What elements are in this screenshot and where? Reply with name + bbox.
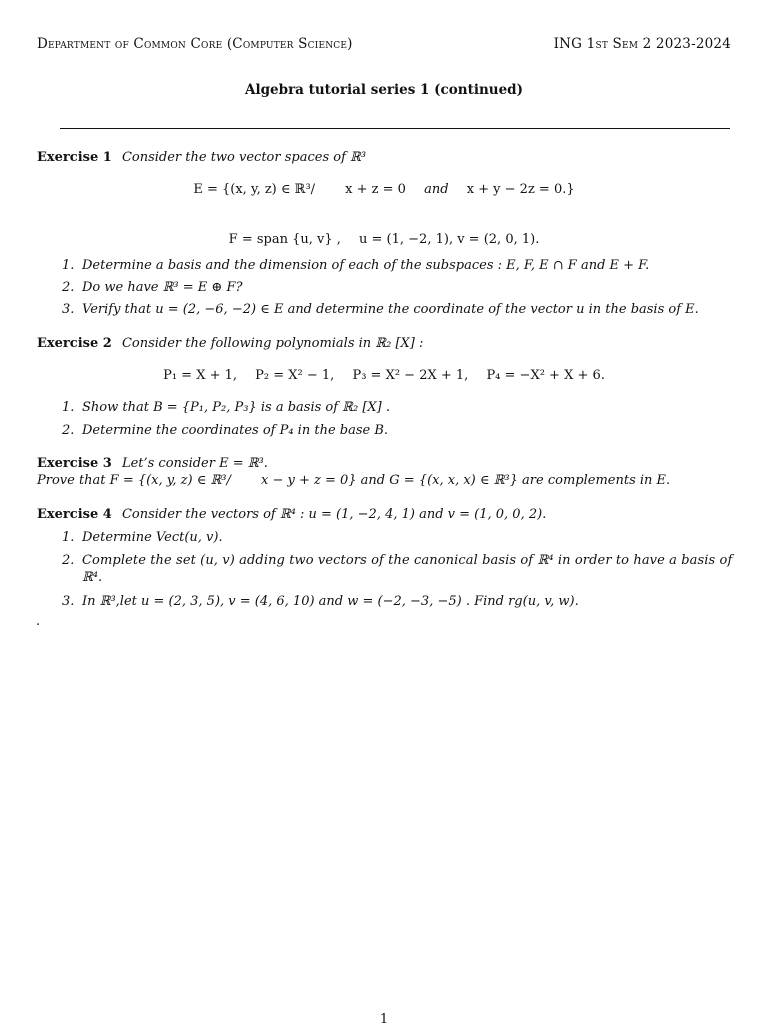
item-number: 1. <box>62 400 75 415</box>
item-number: 1. <box>62 530 75 545</box>
item-number: 2. <box>62 423 75 438</box>
exercise-4-heading <box>37 507 546 522</box>
page-number: 1 <box>379 1012 389 1027</box>
exercise-4-label: Exercise 4 <box>37 507 112 522</box>
exercise-1-heading <box>37 150 366 165</box>
polynomial-p2: P₂ = X² − 1, <box>255 368 335 383</box>
exercise-3-intro: Let’s consider E = ℝ³. <box>121 456 268 471</box>
exercise-3-statement <box>37 473 670 488</box>
item-number: 3. <box>62 302 75 317</box>
exercise-1-equation-f <box>0 232 768 247</box>
equation-e-set: E = {(x, y, z) ∈ ℝ³/ <box>193 182 316 197</box>
item-text: Complete the set (u, v) adding two vectors of the canonical basis of ℝ⁴ in order to have a basis of <box>82 553 733 568</box>
polynomial-p4: P₄ = −X² + X + 6. <box>486 368 605 383</box>
exercise-1-intro: Consider the two vector spaces of ℝ³ <box>121 150 367 165</box>
item-text: Determine Vect(u, v). <box>82 530 223 545</box>
polynomial-p1: P₁ = X + 1, <box>163 368 238 383</box>
equation-e-and: and <box>424 182 449 197</box>
equation-f-vectors: u = (1, −2, 1), v = (2, 0, 1). <box>359 232 540 247</box>
document-title: Algebra tutorial series 1 (continued) <box>245 82 523 98</box>
item-text: Do we have ℝ³ = E ⊕ F? <box>82 280 243 295</box>
item-number: 2. <box>62 280 75 295</box>
item-text: Show that B = {P₁, P₂, P₃} is a basis of ℝ₂ [X] . <box>82 400 390 415</box>
equation-e-cond2: x + y − 2z = 0.} <box>466 182 575 197</box>
exercise-1-label: Exercise 1 <box>37 150 112 165</box>
exercise-2-heading <box>37 336 423 351</box>
exercise-4-item-2 <box>62 553 732 568</box>
item-text: In ℝ³,let u = (2, 3, 5), v = (4, 6, 10) and w = (−2, −3, −5) . Find rg(u, v, w). <box>82 594 579 609</box>
exercise-2-label: Exercise 2 <box>37 336 112 351</box>
item-number: 2. <box>62 553 75 568</box>
exercise-4-item-1 <box>62 530 223 545</box>
title-divider <box>60 128 730 129</box>
exercise-3-label: Exercise 3 <box>37 456 112 471</box>
exercise-1-item-2 <box>62 280 242 295</box>
item-text: Verify that u = (2, −6, −2) ∈ E and determine the coordinate of the vector u in the basis of E. <box>82 302 699 317</box>
exercise-2-intro: Consider the following polynomials in ℝ₂ [X] : <box>121 336 424 351</box>
item-text: Determine a basis and the dimension of each of the subspaces : E, F, E ∩ F and E + F. <box>82 258 650 273</box>
exercise-4-item-2-continuation <box>62 570 102 585</box>
exercise-1-equation-e <box>0 182 768 197</box>
equation-e-cond1: x + z = 0 <box>345 182 406 197</box>
header-department: Department of Common Core (Computer Science) <box>37 36 353 52</box>
exercise-3-heading <box>37 456 268 471</box>
exercise-2-polynomials <box>0 368 768 383</box>
page-header <box>37 36 731 56</box>
exercise-2-item-1 <box>62 400 390 415</box>
exercise-3-set-g: x − y + z = 0} and G = {(x, x, x) ∈ ℝ³} are complements in E. <box>261 473 671 488</box>
polynomial-p3: P₃ = X² − 2X + 1, <box>352 368 469 383</box>
exercise-1-item-3 <box>62 302 699 317</box>
header-semester: ING 1st Sem 2 2023-2024 <box>553 36 731 52</box>
item-number: 3. <box>62 594 75 609</box>
equation-f-span: F = span {u, v} , <box>228 232 341 247</box>
exercise-3-set-f: Prove that F = {(x, y, z) ∈ ℝ³/ <box>37 473 231 488</box>
exercise-4-item-3 <box>62 594 579 609</box>
exercise-2-item-2 <box>62 423 388 438</box>
item-text: ℝ⁴. <box>82 570 103 585</box>
exercise-1-item-1 <box>62 258 649 273</box>
stray-dot: . <box>36 614 41 629</box>
exercise-4-intro: Consider the vectors of ℝ⁴ : u = (1, −2, 4, 1) and v = (1, 0, 0, 2). <box>121 507 547 522</box>
item-text: Determine the coordinates of P₄ in the base B. <box>82 423 389 438</box>
item-number: 1. <box>62 258 75 273</box>
